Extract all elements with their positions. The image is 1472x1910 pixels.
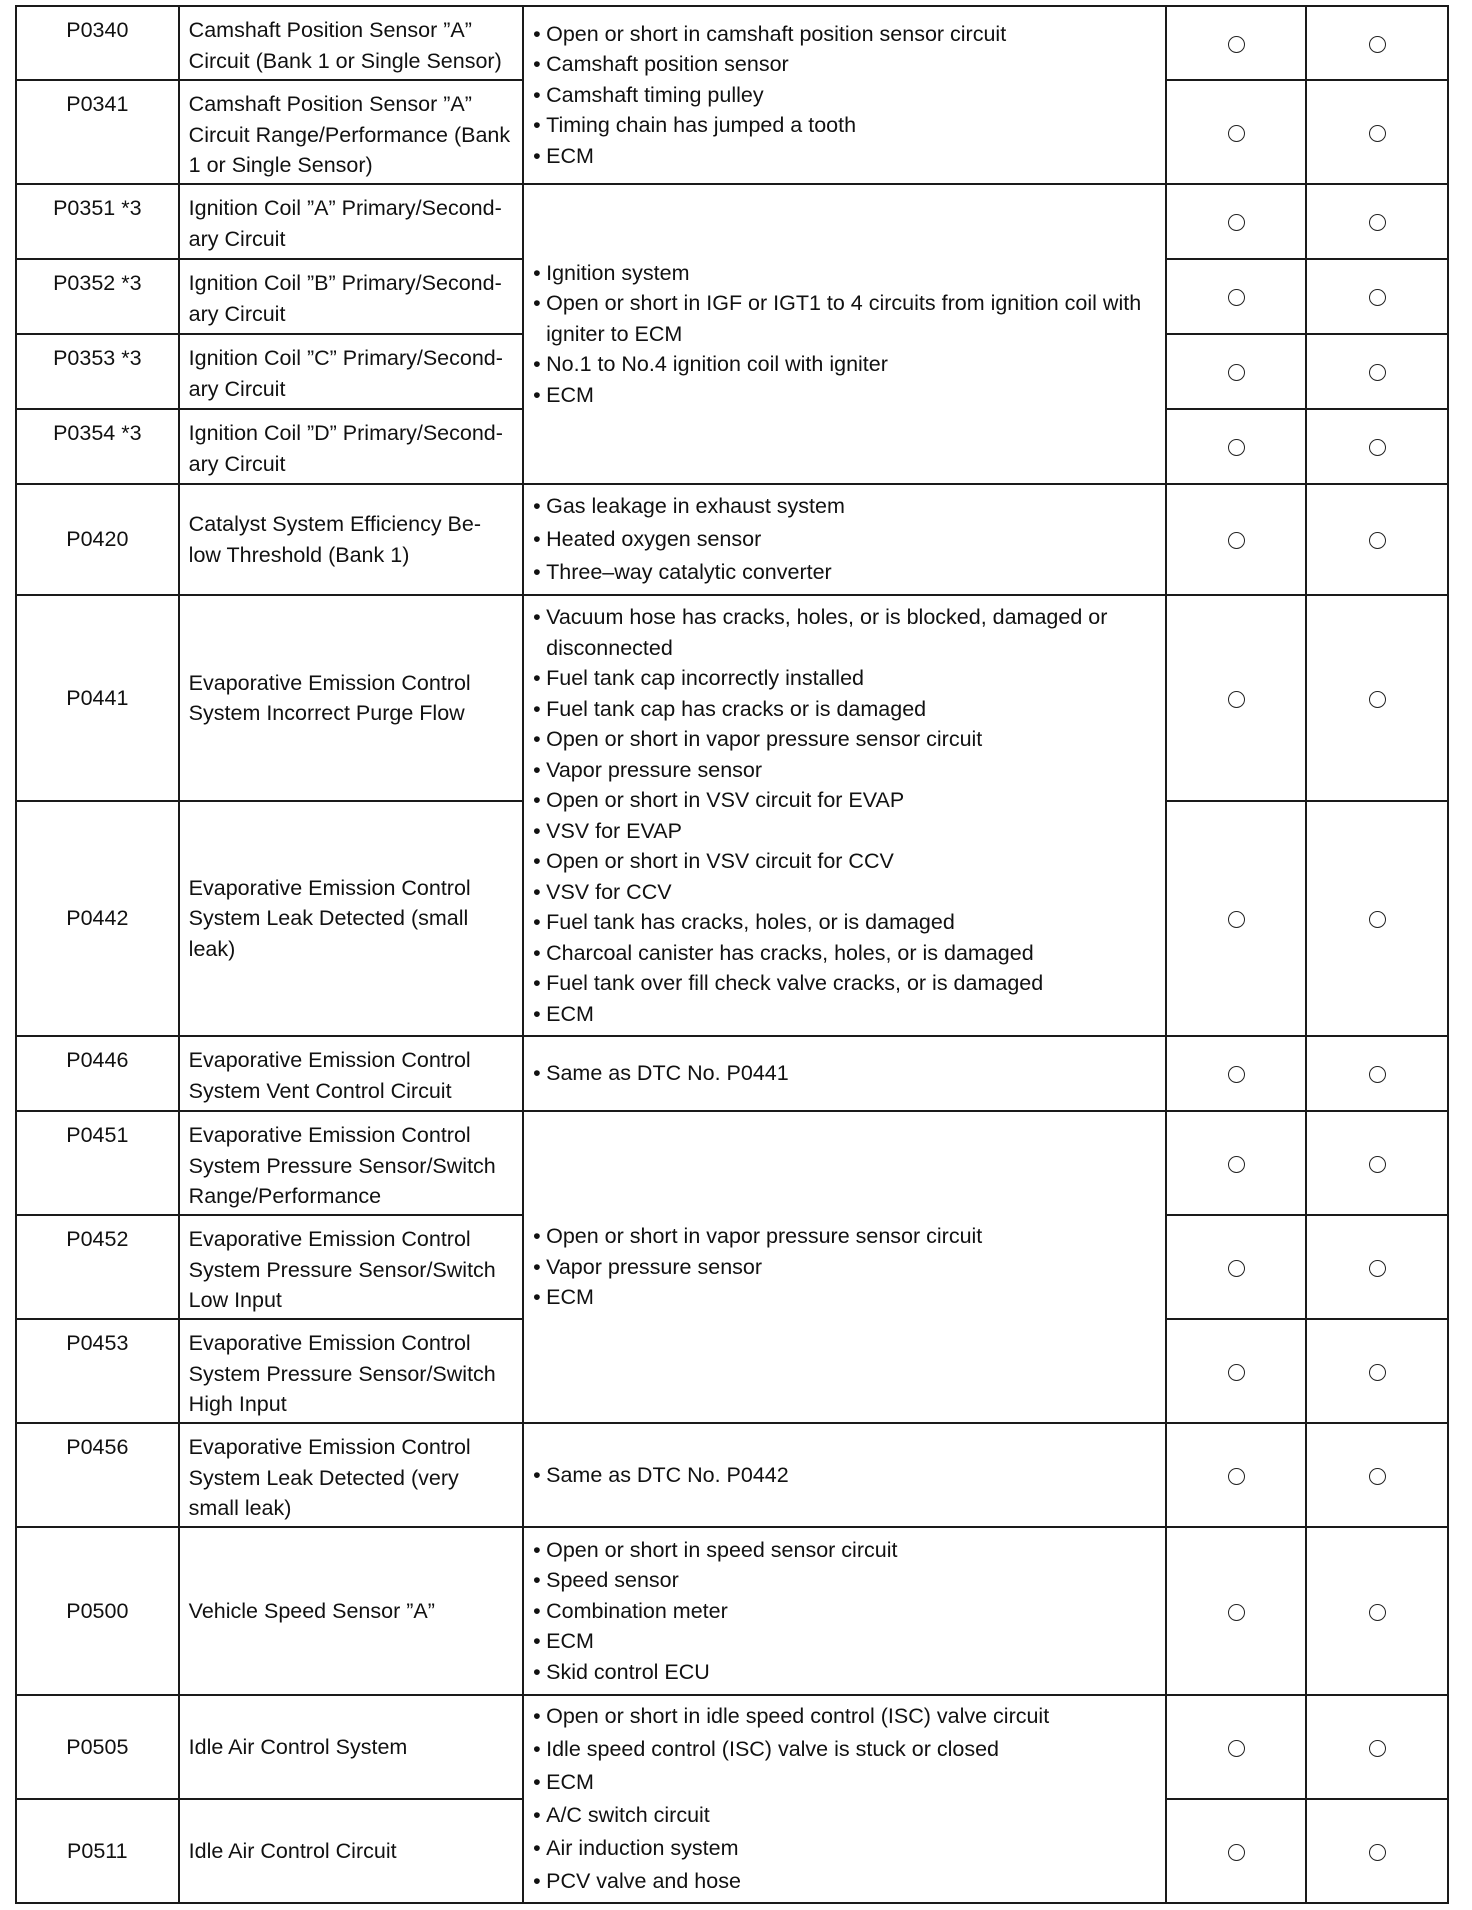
trouble-area-item: • Timing chain has jumped a tooth: [533, 110, 1159, 141]
trouble-area: [523, 1036, 1166, 1111]
memory-mark: [1306, 259, 1448, 334]
trouble-area: [523, 1111, 1166, 1423]
memory-mark: [1306, 1111, 1448, 1215]
trouble-area-item: • Idle speed control (ISC) valve is stuck or closed: [533, 1733, 1159, 1766]
trouble-area-item: • Open or short in speed sensor circuit: [533, 1535, 1159, 1566]
memory-mark: [1306, 334, 1448, 409]
dtc-name: Evaporative Emission Control System Vent Control Circuit: [179, 1036, 523, 1111]
circle-mark-icon: [1228, 1844, 1245, 1861]
circle-mark-icon: [1369, 364, 1386, 381]
memory-mark: [1306, 484, 1448, 595]
table-row: [16, 1527, 1448, 1695]
dtc-code: P0354 *3: [16, 409, 179, 484]
memory-mark: [1306, 80, 1448, 184]
memory-mark: [1306, 1036, 1448, 1111]
circle-mark-icon: [1369, 691, 1386, 708]
dtc-name: Ignition Coil ”B” Primary/Second- ary Circuit: [179, 259, 523, 334]
dtc-code: P0441: [16, 595, 179, 801]
trouble-area-item: • Open or short in VSV circuit for EVAP: [533, 785, 1159, 816]
dtc-name: Catalyst System Efficiency Be- low Threshold (Bank 1): [179, 484, 523, 595]
circle-mark-icon: [1228, 439, 1245, 456]
memory-mark: [1306, 184, 1448, 259]
dtc-name: Evaporative Emission Control System Pressure Sensor/Switch High Input: [179, 1319, 523, 1423]
dtc-table: [15, 5, 1449, 1904]
trouble-area: [523, 484, 1166, 595]
table-row: [16, 595, 1448, 801]
memory-mark: [1306, 1695, 1448, 1799]
table-row: [16, 1036, 1448, 1111]
circle-mark-icon: [1369, 532, 1386, 549]
check-mode-mark: [1166, 1111, 1307, 1215]
trouble-area-item: • Combination meter: [533, 1596, 1159, 1627]
trouble-area-item: • ECM: [533, 380, 1159, 411]
trouble-area-item: • Fuel tank over fill check valve cracks, or is damaged: [533, 968, 1159, 999]
dtc-code: P0500: [16, 1527, 179, 1695]
trouble-area-item: • No.1 to No.4 ignition coil with igniter: [533, 349, 1159, 380]
dtc-name: Evaporative Emission Control System Pressure Sensor/Switch Range/Performance: [179, 1111, 523, 1215]
circle-mark-icon: [1369, 1604, 1386, 1621]
trouble-area-item: • Open or short in IGF or IGT1 to 4 circuits from ignition coil with igniter to ECM: [533, 288, 1159, 349]
trouble-area: [523, 1527, 1166, 1695]
trouble-area-item: • Heated oxygen sensor: [533, 523, 1159, 556]
table-row: [16, 184, 1448, 259]
dtc-name: Evaporative Emission Control System Leak Detected (very small leak): [179, 1423, 523, 1527]
trouble-area-item: • Gas leakage in exhaust system: [533, 490, 1159, 523]
table-row: [16, 1695, 1448, 1799]
check-mode-mark: [1166, 1319, 1307, 1423]
check-mode-mark: [1166, 1036, 1307, 1111]
trouble-area: [523, 6, 1166, 184]
dtc-code: P0340: [16, 6, 179, 80]
check-mode-mark: [1166, 484, 1307, 595]
trouble-area-item: • Vapor pressure sensor: [533, 1252, 1159, 1283]
circle-mark-icon: [1369, 1066, 1386, 1083]
memory-mark: [1306, 1527, 1448, 1695]
memory-mark: [1306, 1423, 1448, 1527]
trouble-area-item: • VSV for CCV: [533, 877, 1159, 908]
dtc-code: P0442: [16, 801, 179, 1036]
trouble-area: [523, 184, 1166, 484]
circle-mark-icon: [1369, 36, 1386, 53]
dtc-name: Evaporative Emission Control System Incorrect Purge Flow: [179, 595, 523, 801]
circle-mark-icon: [1369, 439, 1386, 456]
circle-mark-icon: [1228, 289, 1245, 306]
circle-mark-icon: [1369, 911, 1386, 928]
dtc-code: P0505: [16, 1695, 179, 1799]
circle-mark-icon: [1369, 1156, 1386, 1173]
table-row: [16, 1111, 1448, 1215]
trouble-area-item: • Vapor pressure sensor: [533, 755, 1159, 786]
trouble-area: [523, 1695, 1166, 1903]
circle-mark-icon: [1369, 1844, 1386, 1861]
circle-mark-icon: [1228, 1468, 1245, 1485]
dtc-code: P0351 *3: [16, 184, 179, 259]
dtc-name: Idle Air Control System: [179, 1695, 523, 1799]
dtc-code: P0446: [16, 1036, 179, 1111]
trouble-area-item: • A/C switch circuit: [533, 1799, 1159, 1832]
trouble-area-item: • ECM: [533, 999, 1159, 1030]
trouble-area-item: • Three–way catalytic converter: [533, 556, 1159, 589]
trouble-area-item: • ECM: [533, 1626, 1159, 1657]
dtc-code: P0341: [16, 80, 179, 184]
check-mode-mark: [1166, 1215, 1307, 1319]
circle-mark-icon: [1369, 289, 1386, 306]
circle-mark-icon: [1228, 1740, 1245, 1757]
trouble-area-item: • Open or short in vapor pressure sensor circuit: [533, 1221, 1159, 1252]
trouble-area-item: • Charcoal canister has cracks, holes, or is damaged: [533, 938, 1159, 969]
dtc-name: Evaporative Emission Control System Pressure Sensor/Switch Low Input: [179, 1215, 523, 1319]
trouble-area-item: • Camshaft position sensor: [533, 49, 1159, 80]
trouble-area-item: • Open or short in camshaft position sensor circuit: [533, 19, 1159, 50]
table-row: [16, 1423, 1448, 1527]
dtc-code: P0451: [16, 1111, 179, 1215]
trouble-area-item: • Fuel tank cap has cracks or is damaged: [533, 694, 1159, 725]
circle-mark-icon: [1228, 911, 1245, 928]
trouble-area-item: • Fuel tank cap incorrectly installed: [533, 663, 1159, 694]
trouble-area-item: • Same as DTC No. P0441: [533, 1058, 1159, 1089]
dtc-code: P0452: [16, 1215, 179, 1319]
circle-mark-icon: [1228, 691, 1245, 708]
trouble-area-item: • Open or short in vapor pressure sensor circuit: [533, 724, 1159, 755]
memory-mark: [1306, 1319, 1448, 1423]
check-mode-mark: [1166, 184, 1307, 259]
memory-mark: [1306, 409, 1448, 484]
check-mode-mark: [1166, 259, 1307, 334]
table-row: [16, 484, 1448, 595]
check-mode-mark: [1166, 801, 1307, 1036]
trouble-area-item: • VSV for EVAP: [533, 816, 1159, 847]
trouble-area-item: • Ignition system: [533, 258, 1159, 289]
trouble-area-item: • ECM: [533, 1282, 1159, 1313]
trouble-area-item: • Vacuum hose has cracks, holes, or is blocked, damaged or disconnected: [533, 602, 1159, 663]
circle-mark-icon: [1228, 1260, 1245, 1277]
circle-mark-icon: [1228, 1066, 1245, 1083]
dtc-name: Ignition Coil ”A” Primary/Second- ary Circuit: [179, 184, 523, 259]
circle-mark-icon: [1369, 214, 1386, 231]
circle-mark-icon: [1228, 214, 1245, 231]
memory-mark: [1306, 801, 1448, 1036]
trouble-area-item: • Air induction system: [533, 1832, 1159, 1865]
trouble-area-item: • Open or short in idle speed control (ISC) valve circuit: [533, 1700, 1159, 1733]
dtc-code: P0352 *3: [16, 259, 179, 334]
memory-mark: [1306, 6, 1448, 80]
circle-mark-icon: [1228, 532, 1245, 549]
dtc-name: Ignition Coil ”D” Primary/Second- ary Circuit: [179, 409, 523, 484]
dtc-name: Camshaft Position Sensor ”A” Circuit (Bank 1 or Single Sensor): [179, 6, 523, 80]
memory-mark: [1306, 1799, 1448, 1903]
circle-mark-icon: [1228, 1156, 1245, 1173]
trouble-area-item: • Fuel tank has cracks, holes, or is damaged: [533, 907, 1159, 938]
dtc-code: P0456: [16, 1423, 179, 1527]
dtc-name: Idle Air Control Circuit: [179, 1799, 523, 1903]
dtc-name: Vehicle Speed Sensor ”A”: [179, 1527, 523, 1695]
trouble-area-item: • Speed sensor: [533, 1565, 1159, 1596]
circle-mark-icon: [1228, 1364, 1245, 1381]
circle-mark-icon: [1369, 1364, 1386, 1381]
trouble-area-item: • Skid control ECU: [533, 1657, 1159, 1688]
table-row: [16, 6, 1448, 80]
dtc-code: P0511: [16, 1799, 179, 1903]
check-mode-mark: [1166, 334, 1307, 409]
trouble-area: [523, 595, 1166, 1036]
check-mode-mark: [1166, 1423, 1307, 1527]
trouble-area-item: • Camshaft timing pulley: [533, 80, 1159, 111]
memory-mark: [1306, 1215, 1448, 1319]
memory-mark: [1306, 595, 1448, 801]
check-mode-mark: [1166, 6, 1307, 80]
trouble-area-item: • Same as DTC No. P0442: [533, 1460, 1159, 1491]
circle-mark-icon: [1369, 1740, 1386, 1757]
trouble-area-item: • PCV valve and hose: [533, 1865, 1159, 1898]
circle-mark-icon: [1369, 1260, 1386, 1277]
dtc-code: P0420: [16, 484, 179, 595]
circle-mark-icon: [1228, 125, 1245, 142]
check-mode-mark: [1166, 595, 1307, 801]
check-mode-mark: [1166, 409, 1307, 484]
trouble-area: [523, 1423, 1166, 1527]
check-mode-mark: [1166, 80, 1307, 184]
check-mode-mark: [1166, 1799, 1307, 1903]
dtc-name: Ignition Coil ”C” Primary/Second- ary Circuit: [179, 334, 523, 409]
dtc-name: Camshaft Position Sensor ”A” Circuit Range/Performance (Bank 1 or Single Sensor): [179, 80, 523, 184]
circle-mark-icon: [1369, 125, 1386, 142]
circle-mark-icon: [1369, 1468, 1386, 1485]
dtc-name: Evaporative Emission Control System Leak Detected (small leak): [179, 801, 523, 1036]
trouble-area-item: • ECM: [533, 141, 1159, 172]
check-mode-mark: [1166, 1695, 1307, 1799]
check-mode-mark: [1166, 1527, 1307, 1695]
trouble-area-item: • Open or short in VSV circuit for CCV: [533, 846, 1159, 877]
circle-mark-icon: [1228, 364, 1245, 381]
trouble-area-item: • ECM: [533, 1766, 1159, 1799]
dtc-code: P0453: [16, 1319, 179, 1423]
circle-mark-icon: [1228, 36, 1245, 53]
dtc-code: P0353 *3: [16, 334, 179, 409]
circle-mark-icon: [1228, 1604, 1245, 1621]
